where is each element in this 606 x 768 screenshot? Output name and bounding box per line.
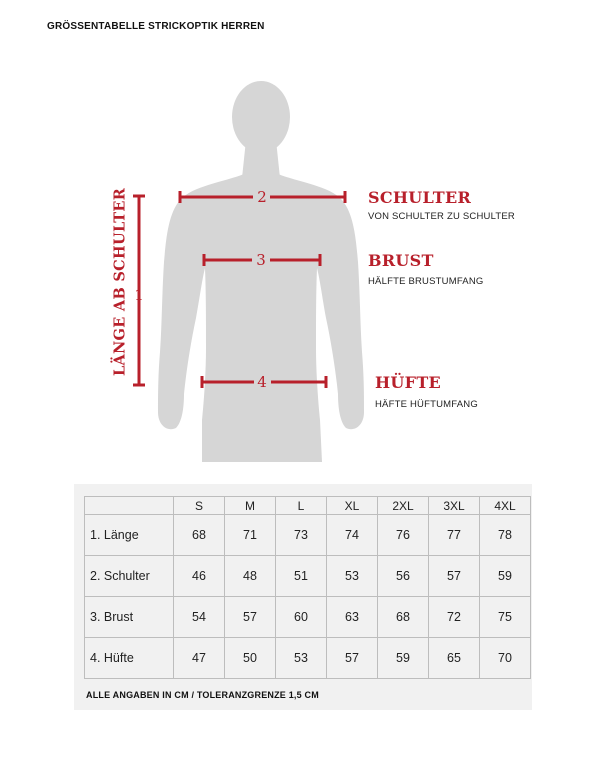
table-cell: 53	[327, 556, 378, 597]
row-label: 1. Länge	[85, 515, 174, 556]
table-cell: 75	[480, 597, 531, 638]
size-header: 3XL	[429, 497, 480, 515]
measure-number-3: 3	[256, 251, 266, 269]
table-cell: 65	[429, 638, 480, 679]
size-header: S	[174, 497, 225, 515]
table-cell: 51	[276, 556, 327, 597]
table-cell: 74	[327, 515, 378, 556]
table-row	[85, 556, 531, 597]
table-cell: 48	[225, 556, 276, 597]
table-cell: 60	[276, 597, 327, 638]
table-cell: 56	[378, 556, 429, 597]
table-cell: 72	[429, 597, 480, 638]
body-silhouette	[158, 81, 364, 462]
size-header: 4XL	[480, 497, 531, 515]
table-cell: 53	[276, 638, 327, 679]
size-header: M	[225, 497, 276, 515]
row-label: 3. Brust	[85, 597, 174, 638]
chest-description: HÄLFTE BRUSTUMFANG	[368, 276, 484, 287]
table-cell: 76	[378, 515, 429, 556]
shoulder-description: VON SCHULTER ZU SCHULTER	[368, 211, 515, 222]
table-cell: 78	[480, 515, 531, 556]
size-header: XL	[327, 497, 378, 515]
table-cell: 68	[174, 515, 225, 556]
table-cell: 68	[378, 597, 429, 638]
chest-heading: BRUST	[368, 251, 434, 270]
table-cell: 46	[174, 556, 225, 597]
table-cell: 57	[429, 556, 480, 597]
measure-number-1: 1	[134, 286, 144, 304]
row-label: 2. Schulter	[85, 556, 174, 597]
table-cell: 59	[378, 638, 429, 679]
measure-number-4: 4	[257, 373, 267, 391]
size-header: L	[276, 497, 327, 515]
hip-description: HÄFTE HÜFTUMFANG	[375, 399, 478, 410]
table-cell: 73	[276, 515, 327, 556]
table-cell: 57	[225, 597, 276, 638]
table-cell: 77	[429, 515, 480, 556]
size-table-panel	[74, 484, 532, 710]
table-corner	[85, 497, 174, 515]
table-cell: 59	[480, 556, 531, 597]
table-row	[85, 638, 531, 679]
page-title: GRÖSSENTABELLE STRICKOPTIK HERREN	[47, 21, 265, 32]
table-cell: 63	[327, 597, 378, 638]
tolerance-footnote: ALLE ANGABEN IN CM / TOLERANZGRENZE 1,5 CM	[86, 690, 319, 700]
table-row	[85, 515, 531, 556]
size-header: 2XL	[378, 497, 429, 515]
size-header-row	[85, 497, 531, 515]
table-cell: 47	[174, 638, 225, 679]
shoulder-heading: SCHULTER	[368, 188, 472, 207]
row-label: 4. Hüfte	[85, 638, 174, 679]
hip-heading: HÜFTE	[375, 373, 442, 392]
measure-number-2: 2	[257, 188, 267, 206]
table-cell: 70	[480, 638, 531, 679]
table-cell: 71	[225, 515, 276, 556]
size-table	[84, 496, 531, 679]
table-cell: 54	[174, 597, 225, 638]
table-row	[85, 597, 531, 638]
table-cell: 57	[327, 638, 378, 679]
table-cell: 50	[225, 638, 276, 679]
